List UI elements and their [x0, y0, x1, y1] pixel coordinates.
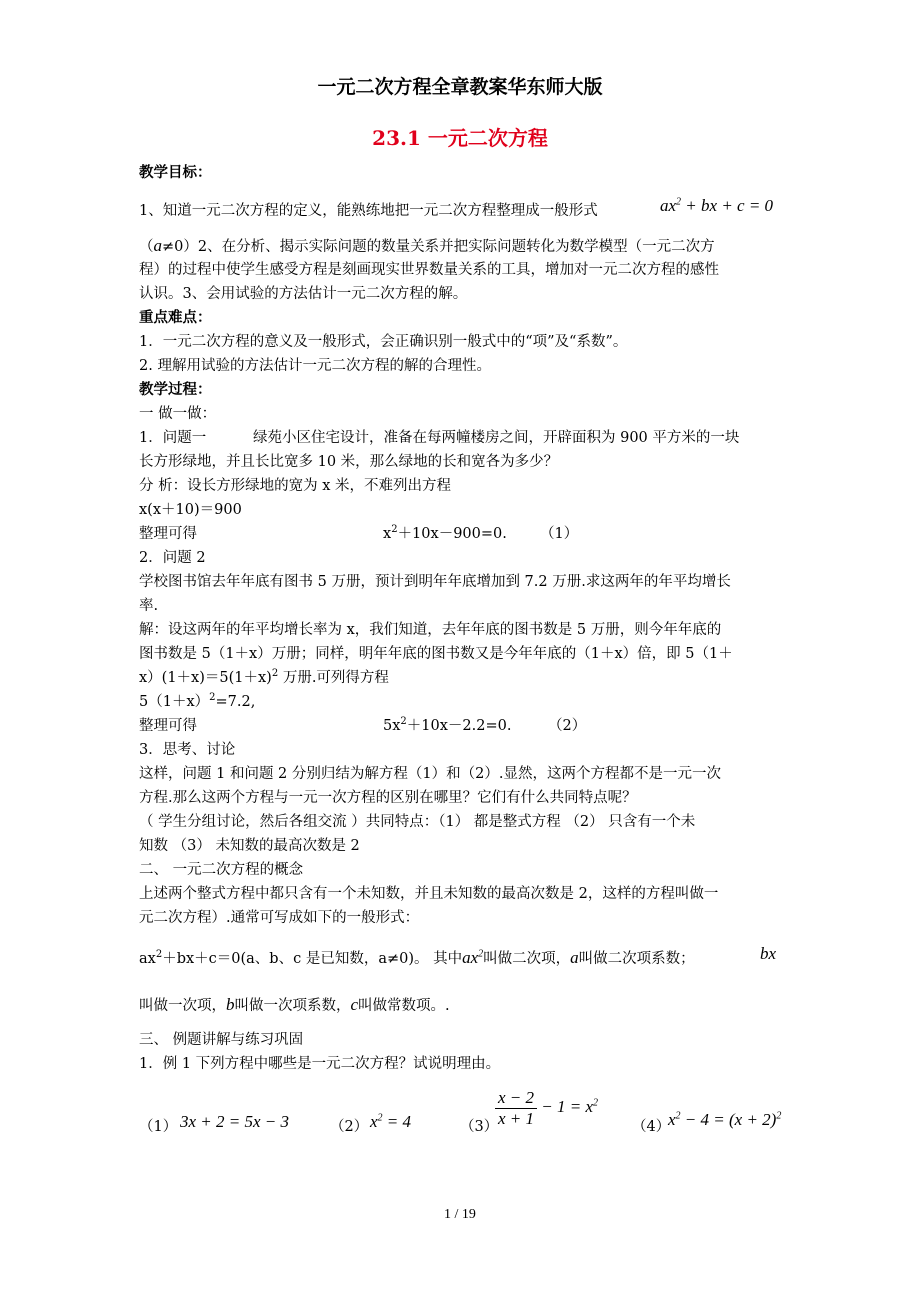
concept-line-2: 元二次方程）.通常可写成如下的一般形式： — [139, 910, 420, 926]
eq3-formula: $\frac{x - 2}{x + 1}$ − $1 = x^2$ — [495, 1088, 598, 1129]
eq3-label: （3） — [460, 1119, 499, 1135]
key-point-1: 1．一元二次方程的意义及一般形式，会正确识别一般式中的“项”及“系数”。 — [139, 334, 628, 350]
section-title: 23.1 一元二次方程 — [372, 126, 548, 150]
question1-simplify-label: 整理可得 — [139, 526, 197, 542]
question1-analysis: 分 析：设长方形绿地的宽为 x 米，不难列出方程 — [139, 478, 452, 494]
question2-equation: $5(1+x)^2=7.2$, — [139, 692, 256, 710]
eq3-fraction: $\frac{x - 2}{x + 1}$ — [495, 1088, 537, 1129]
eq4-formula: $x^2 - 4 = (x + 2)^2$ — [668, 1110, 782, 1129]
ax2-term: $ax^2$ — [462, 948, 484, 967]
objectives-line4: 认识。3、会用试验的方法估计一元二次方程的解。 — [139, 286, 468, 302]
key-points-heading: 重点难点： — [139, 309, 212, 326]
part1-heading: 一 做一做： — [139, 406, 217, 422]
question1-tag: （1） — [540, 526, 579, 542]
question2-label: 2．问题 2 — [139, 550, 206, 566]
question2-simplify-label: 整理可得 — [139, 718, 197, 734]
question1-text: 绿苑小区住宅设计，准备在每两幢楼房之间，开辟面积为 900 平方米的一块 — [253, 430, 740, 446]
question2-tag: （2） — [548, 718, 587, 734]
eq1-formula: 3x + 2 = 5x − 3 — [180, 1112, 290, 1131]
key-point-2: 2. 理解用试验的方法估计一元二次方程的解的合理性。 — [139, 358, 491, 374]
objectives-line3: 程）的过程中使学生感受方程是刻画现实世界数量关系的工具，增加对一元二次方程的感性 — [139, 262, 719, 278]
question1-text-cont: 长方形绿地，并且长比宽多 10 米，那么绿地的长和宽各为多少？ — [139, 454, 559, 470]
eq1-label: （1） — [139, 1119, 178, 1135]
eq4-label: （4） — [632, 1119, 671, 1135]
question2-solution-3: $x)(1+x)=5(1+x)^2$ 万册.可列得方程 — [139, 668, 389, 686]
example1-text: 1．例 1 下列方程中哪些是一元二次方程？试说明理由。 — [139, 1056, 501, 1072]
document-title: 一元二次方程全章教案华东师大版 — [317, 76, 603, 98]
concept-line-4: 叫做一次项，b叫做一次项系数，c叫做常数项。. — [139, 995, 450, 1014]
part2-heading: 二、 一元二次方程的概念 — [139, 862, 304, 878]
question3-label: 3．思考、讨论 — [139, 742, 236, 758]
question1-simplified: $x^2+10x-900=0$. — [383, 524, 507, 542]
question1-label: 1．问题一 — [139, 430, 207, 446]
concept-line-1: 上述两个整式方程中都只含有一个未知数，并且未知数的最高次数是 2，这样的方程叫做一 — [139, 886, 719, 902]
part3-heading: 三、 例题讲解与练习巩固 — [139, 1032, 304, 1048]
general-form-formula: $ax^2$ + bx + c = 0 — [660, 196, 774, 215]
question3-text-2: 方程.那么这两个方程与一元一次方程的区别在哪里？它们有什么共同特点呢？ — [139, 790, 637, 806]
objectives-heading: 教学目标： — [139, 164, 212, 181]
question2-simplified: $5x^2+10x-2.2=0$. — [383, 716, 512, 734]
process-heading: 教学过程： — [139, 381, 212, 398]
question2-solution-2: 图书数是 5（1＋x）万册；同样，明年年底的图书数又是今年年底的（1＋x）倍，即 5（1＋ — [139, 646, 733, 662]
a-variable: a — [153, 236, 162, 255]
objectives-line1: 1、知道一元二次方程的定义，能熟练地把一元二次方程整理成一般形式 — [139, 203, 598, 219]
objectives-line2: （a≠0）2、在分析、揭示实际问题的数量关系并把实际问题转化为数学模型（一元二次方 — [139, 236, 715, 255]
bx-term: bx — [760, 944, 777, 963]
question2-text: 学校图书馆去年年底有图书 5 万册，预计到明年年底增加到 7.2 万册.求这两年的年平均增长 — [139, 574, 731, 590]
a-coefficient-var: a — [570, 948, 579, 967]
page-number: 1 / 19 — [444, 1207, 476, 1222]
question2-solution-1: 解：设这两年的年平均增长率为 x，我们知道，去年年底的图书数是 5 万册，则今年年底的 — [139, 622, 722, 638]
c-variable: c — [350, 995, 359, 1014]
question2-text-cont: 率. — [139, 598, 159, 614]
concept-line-3: $ax^2+bx+c=0(a$、b、c 是已知数，a≠0)。 其中$ax^2$叫做二次项，a叫做二次项系数； — [139, 948, 695, 967]
eq2-formula: $x^2 = 4$ — [370, 1112, 412, 1131]
question3-text-4: 知数 （3） 未知数的最高次数是 2 — [139, 838, 360, 854]
question3-text-1: 这样，问题 1 和问题 2 分别归结为解方程（1）和（2）.显然，这两个方程都不是一元一次 — [139, 766, 721, 782]
question1-equation: x(x＋10)＝900 — [139, 502, 242, 518]
b-variable: b — [226, 995, 235, 1014]
eq2-label: （2） — [330, 1119, 369, 1135]
question3-text-3: （ 学生分组讨论，然后各组交流 ）共同特点：（1） 都是整式方程 （2） 只含有一个未 — [139, 814, 696, 830]
